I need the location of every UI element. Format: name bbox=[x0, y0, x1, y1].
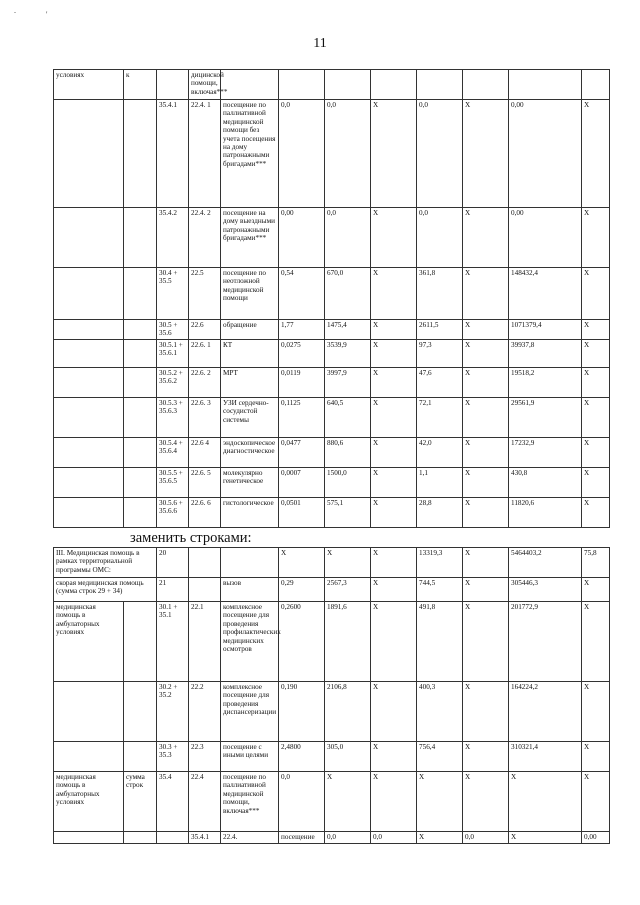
table-cell: Х bbox=[582, 320, 610, 340]
table-cell bbox=[124, 340, 157, 368]
scan-speck: . bbox=[14, 6, 16, 15]
table-cell: 0,0477 bbox=[279, 438, 325, 468]
table-row bbox=[54, 832, 610, 844]
table-cell: 30.5.5 + 35.6.5 bbox=[157, 468, 189, 498]
table-cell: 640,5 bbox=[325, 398, 371, 438]
table-cell: 22.4. 1 bbox=[189, 100, 221, 208]
table-cell: 22.6. 2 bbox=[189, 368, 221, 398]
table-cell: Х bbox=[463, 208, 509, 268]
table-cell bbox=[124, 742, 157, 772]
table-cell: 22.4. 2 bbox=[189, 208, 221, 268]
table-cell bbox=[124, 368, 157, 398]
table-cell bbox=[124, 398, 157, 438]
table-cell: Х bbox=[582, 368, 610, 398]
table-row bbox=[54, 578, 610, 602]
table-cell: 39937,8 bbox=[509, 340, 582, 368]
table-cell: вызов bbox=[221, 578, 279, 602]
table-cell: 0,0 bbox=[371, 832, 417, 844]
table-cell: Х bbox=[371, 772, 417, 832]
table-cell: 22.6. 5 bbox=[189, 468, 221, 498]
table-cell: 0,0 bbox=[325, 100, 371, 208]
table-cell: 1071379,4 bbox=[509, 320, 582, 340]
table-cell bbox=[54, 832, 124, 844]
table-cell: Х bbox=[463, 438, 509, 468]
table-cell: Х bbox=[463, 368, 509, 398]
table-cell: 30.5 + 35.6 bbox=[157, 320, 189, 340]
table-cell: 22.2 bbox=[189, 682, 221, 742]
table-cell: 22.5 bbox=[189, 268, 221, 320]
table-cell: 0,2600 bbox=[279, 602, 325, 682]
table-cell: 30.5.2 + 35.6.2 bbox=[157, 368, 189, 398]
table-cell bbox=[54, 340, 124, 368]
table-cell bbox=[189, 578, 221, 602]
table-cell: Х bbox=[371, 100, 417, 208]
table-cell: посещение на дому выездными патронажными бригадами*** bbox=[221, 208, 279, 268]
table-cell: Х bbox=[463, 320, 509, 340]
table-cell: Х bbox=[417, 772, 463, 832]
table-cell: 22.6 bbox=[189, 320, 221, 340]
table-row bbox=[54, 498, 610, 528]
table-cell: 1475,4 bbox=[325, 320, 371, 340]
table-cell: 0,0501 bbox=[279, 498, 325, 528]
table-cell: к bbox=[124, 70, 157, 100]
table-cell bbox=[54, 468, 124, 498]
table-cell: 305446,3 bbox=[509, 578, 582, 602]
table-cell bbox=[189, 548, 221, 578]
table-cell: Х bbox=[582, 340, 610, 368]
table-cell: Х bbox=[371, 268, 417, 320]
table-cell: 72,1 bbox=[417, 398, 463, 438]
table-cell: 0,0 bbox=[463, 832, 509, 844]
table-cell: Х bbox=[325, 548, 371, 578]
table-cell: 148432,4 bbox=[509, 268, 582, 320]
table-cell bbox=[417, 70, 463, 100]
table-row bbox=[54, 682, 610, 742]
table-cell: 35.4.1 bbox=[157, 100, 189, 208]
table-cell: 400,3 bbox=[417, 682, 463, 742]
table-cell: 22.4 bbox=[189, 772, 221, 832]
table-cell: 2106,8 bbox=[325, 682, 371, 742]
table-cell: 35.4.1 bbox=[189, 832, 221, 844]
table-cell: 20 bbox=[157, 548, 189, 578]
table-cell: 0,0275 bbox=[279, 340, 325, 368]
replace-heading: заменить строками: bbox=[130, 530, 252, 546]
table-row bbox=[54, 468, 610, 498]
table-cell: 11820,6 bbox=[509, 498, 582, 528]
table-cell: 21 bbox=[157, 578, 189, 602]
table-cell: 13319,3 bbox=[417, 548, 463, 578]
table-cell: Х bbox=[582, 100, 610, 208]
table-cell: 30.5.6 + 35.6.6 bbox=[157, 498, 189, 528]
table-cell: 19518,2 bbox=[509, 368, 582, 398]
table-cell: медицинская помощь в амбулаторных условиях bbox=[54, 602, 124, 682]
table-cell: 17232,9 bbox=[509, 438, 582, 468]
table-cell: 201772,9 bbox=[509, 602, 582, 682]
table-cell: 756,4 bbox=[417, 742, 463, 772]
table-cell: 0,0007 bbox=[279, 468, 325, 498]
table-cell: 0,00 bbox=[279, 208, 325, 268]
table-cell: 164224,2 bbox=[509, 682, 582, 742]
table-cell: 0,0 bbox=[279, 772, 325, 832]
table-cell: дицинской помощи, включая*** bbox=[189, 70, 221, 100]
table-cell: Х bbox=[582, 498, 610, 528]
table-cell: 30.5.4 + 35.6.4 bbox=[157, 438, 189, 468]
table-cell: 1,77 bbox=[279, 320, 325, 340]
table-cell: Х bbox=[463, 398, 509, 438]
table-cell: Х bbox=[279, 548, 325, 578]
table-cell: посещение с иными целями bbox=[221, 742, 279, 772]
table-cell: гистологическое bbox=[221, 498, 279, 528]
table-cell: 3539,9 bbox=[325, 340, 371, 368]
table-cell: комплексное посещение для проведения диспансеризации bbox=[221, 682, 279, 742]
table-cell: 5464403,2 bbox=[509, 548, 582, 578]
table-cell bbox=[54, 368, 124, 398]
table-cell bbox=[221, 548, 279, 578]
table-cell: 22.6. 1 bbox=[189, 340, 221, 368]
table-cell bbox=[124, 208, 157, 268]
table-cell: 0,00 bbox=[582, 832, 610, 844]
table-cell bbox=[509, 70, 582, 100]
table-cell: 28,8 bbox=[417, 498, 463, 528]
table-cell: 30.2 + 35.2 bbox=[157, 682, 189, 742]
table-cell: Х bbox=[371, 578, 417, 602]
table-cell: посещение по неотложной медицинской помощи bbox=[221, 268, 279, 320]
table-cell: КТ bbox=[221, 340, 279, 368]
table-cell: молекулярно генетическое bbox=[221, 468, 279, 498]
table-cell: 35.4.2 bbox=[157, 208, 189, 268]
table-cell: 42,0 bbox=[417, 438, 463, 468]
table-cell bbox=[124, 438, 157, 468]
scan-speck: ' bbox=[46, 10, 48, 19]
table-row bbox=[54, 742, 610, 772]
table-cell: 491,8 bbox=[417, 602, 463, 682]
table-cell bbox=[124, 320, 157, 340]
table-cell: эндоскопическое диагностическое bbox=[221, 438, 279, 468]
table-cell: Х bbox=[509, 772, 582, 832]
table-cell: 35.4 bbox=[157, 772, 189, 832]
table-cell bbox=[582, 70, 610, 100]
table-cell: Х bbox=[582, 268, 610, 320]
table-cell: сумма строк bbox=[124, 772, 157, 832]
table-cell: Х bbox=[463, 742, 509, 772]
table-cell bbox=[54, 398, 124, 438]
table-cell: Х bbox=[417, 832, 463, 844]
table-cell: 361,8 bbox=[417, 268, 463, 320]
table-cell: 22.6. 3 bbox=[189, 398, 221, 438]
table-cell: посещение bbox=[279, 832, 325, 844]
table-cell: 310321,4 bbox=[509, 742, 582, 772]
table-cell: 29561,9 bbox=[509, 398, 582, 438]
table-cell: Х bbox=[371, 398, 417, 438]
table-cell: Х bbox=[582, 602, 610, 682]
table-cell: МРТ bbox=[221, 368, 279, 398]
table-cell bbox=[54, 498, 124, 528]
table-cell: 30.4 + 35.5 bbox=[157, 268, 189, 320]
table-cell: 0,29 bbox=[279, 578, 325, 602]
table-cell: 30.5.3 + 35.6.3 bbox=[157, 398, 189, 438]
table-row bbox=[54, 438, 610, 468]
table-cell: 0,00 bbox=[509, 208, 582, 268]
table-cell bbox=[124, 602, 157, 682]
table-cell: Х bbox=[371, 320, 417, 340]
table-cell: 1,1 bbox=[417, 468, 463, 498]
table-cell: 2,4800 bbox=[279, 742, 325, 772]
table-cell bbox=[54, 438, 124, 468]
table-row bbox=[54, 772, 610, 832]
table-cell: 305,0 bbox=[325, 742, 371, 772]
table-cell: Х bbox=[325, 772, 371, 832]
table-row bbox=[54, 548, 610, 578]
table-cell: 47,6 bbox=[417, 368, 463, 398]
table-cell: Х bbox=[582, 578, 610, 602]
table-cell bbox=[279, 70, 325, 100]
table-cell bbox=[157, 832, 189, 844]
table-cell: Х bbox=[463, 602, 509, 682]
table-row bbox=[54, 368, 610, 398]
table-cell bbox=[124, 682, 157, 742]
table-row bbox=[54, 208, 610, 268]
table-cell bbox=[54, 320, 124, 340]
page-number: 11 bbox=[313, 36, 327, 51]
table-cell bbox=[157, 70, 189, 100]
table-cell: 3997,9 bbox=[325, 368, 371, 398]
table-cell bbox=[124, 468, 157, 498]
services-table-replacement bbox=[53, 547, 610, 844]
table-cell bbox=[463, 70, 509, 100]
table-cell: 30.5.1 + 35.6.1 bbox=[157, 340, 189, 368]
table-cell: 430,8 bbox=[509, 468, 582, 498]
table-row bbox=[54, 320, 610, 340]
table-cell bbox=[371, 70, 417, 100]
table-cell: 22.6. 6 bbox=[189, 498, 221, 528]
table-cell: Х bbox=[371, 208, 417, 268]
table-cell: 0,0119 bbox=[279, 368, 325, 398]
table-cell bbox=[54, 208, 124, 268]
table-cell: Х bbox=[582, 468, 610, 498]
table-cell: Х bbox=[463, 548, 509, 578]
services-table-continued bbox=[53, 69, 610, 528]
table-cell: посещение по паллиативной медицинской помощи, включая*** bbox=[221, 772, 279, 832]
table-row bbox=[54, 100, 610, 208]
table-cell: Х bbox=[371, 468, 417, 498]
table-cell: УЗИ сердечно-сосудистой системы bbox=[221, 398, 279, 438]
table-row bbox=[54, 70, 610, 100]
table-cell bbox=[124, 100, 157, 208]
table-row bbox=[54, 602, 610, 682]
table-cell: Х bbox=[463, 100, 509, 208]
table-cell: 97,3 bbox=[417, 340, 463, 368]
table-cell: комплексное посещение для проведения профилактических медицинских осмотров bbox=[221, 602, 279, 682]
table-cell: 30.1 + 35.1 bbox=[157, 602, 189, 682]
table-cell: Х bbox=[463, 498, 509, 528]
table-cell bbox=[124, 268, 157, 320]
table-row bbox=[54, 340, 610, 368]
table-cell: Х bbox=[371, 602, 417, 682]
table-cell: Х bbox=[463, 468, 509, 498]
table-cell: 1500,0 bbox=[325, 468, 371, 498]
table-cell bbox=[325, 70, 371, 100]
table-cell: 0,0 bbox=[417, 100, 463, 208]
table-cell: 0,54 bbox=[279, 268, 325, 320]
table-cell: Х bbox=[582, 438, 610, 468]
table-cell: 0,0 bbox=[417, 208, 463, 268]
table-cell: Х bbox=[371, 682, 417, 742]
table-cell: 744,5 bbox=[417, 578, 463, 602]
table-cell bbox=[124, 498, 157, 528]
table-row bbox=[54, 398, 610, 438]
table-cell: Х bbox=[371, 498, 417, 528]
table-cell: 30.3 + 35.3 bbox=[157, 742, 189, 772]
table-cell: Х bbox=[371, 340, 417, 368]
table-cell: 0,1125 bbox=[279, 398, 325, 438]
table-cell: Х bbox=[463, 340, 509, 368]
table-cell: Х bbox=[371, 548, 417, 578]
table-cell: 75,8 bbox=[582, 548, 610, 578]
table-cell: 670,0 bbox=[325, 268, 371, 320]
table-cell bbox=[124, 832, 157, 844]
table-cell bbox=[54, 742, 124, 772]
table-cell: 0,0 bbox=[325, 832, 371, 844]
table-row bbox=[54, 268, 610, 320]
table-cell: 0,0 bbox=[325, 208, 371, 268]
table-cell bbox=[54, 100, 124, 208]
table-cell: 0,00 bbox=[509, 100, 582, 208]
table-cell: Х bbox=[582, 398, 610, 438]
table-cell: Х bbox=[371, 742, 417, 772]
table-cell: 22.4. bbox=[221, 832, 279, 844]
table-cell: 22.6 4 bbox=[189, 438, 221, 468]
table-cell: Х bbox=[463, 772, 509, 832]
table-cell: Х bbox=[509, 832, 582, 844]
table-cell: скорая медицинская помощь (сумма строк 29 + 34) bbox=[54, 578, 157, 602]
table-cell: обращение bbox=[221, 320, 279, 340]
table-cell: условиях bbox=[54, 70, 124, 100]
table-cell: Х bbox=[463, 268, 509, 320]
table-cell bbox=[54, 268, 124, 320]
table-cell: Х bbox=[463, 682, 509, 742]
table-cell: 1891,6 bbox=[325, 602, 371, 682]
table-cell bbox=[54, 682, 124, 742]
table-cell: 2611,5 bbox=[417, 320, 463, 340]
table-cell: 22.3 bbox=[189, 742, 221, 772]
table-cell: Х bbox=[582, 208, 610, 268]
table-cell: 880,6 bbox=[325, 438, 371, 468]
table-cell: 2567,3 bbox=[325, 578, 371, 602]
table-cell: 22.1 bbox=[189, 602, 221, 682]
table-cell: Х bbox=[371, 438, 417, 468]
table-cell: Х bbox=[371, 368, 417, 398]
table-cell bbox=[221, 70, 279, 100]
table-cell: медицинская помощь в амбулаторных условиях bbox=[54, 772, 124, 832]
table-cell: 0,0 bbox=[279, 100, 325, 208]
table-cell: III. Медицинская помощь в рамках территориальной программы ОМС: bbox=[54, 548, 157, 578]
table-cell: посещение по паллиативной медицинской помощи без учета посещения на дому патронажными бригадами*** bbox=[221, 100, 279, 208]
table-cell: 0,190 bbox=[279, 682, 325, 742]
table-cell: Х bbox=[463, 578, 509, 602]
table-cell: 575,1 bbox=[325, 498, 371, 528]
table-cell: Х bbox=[582, 772, 610, 832]
table-cell: Х bbox=[582, 682, 610, 742]
table-cell: Х bbox=[582, 742, 610, 772]
